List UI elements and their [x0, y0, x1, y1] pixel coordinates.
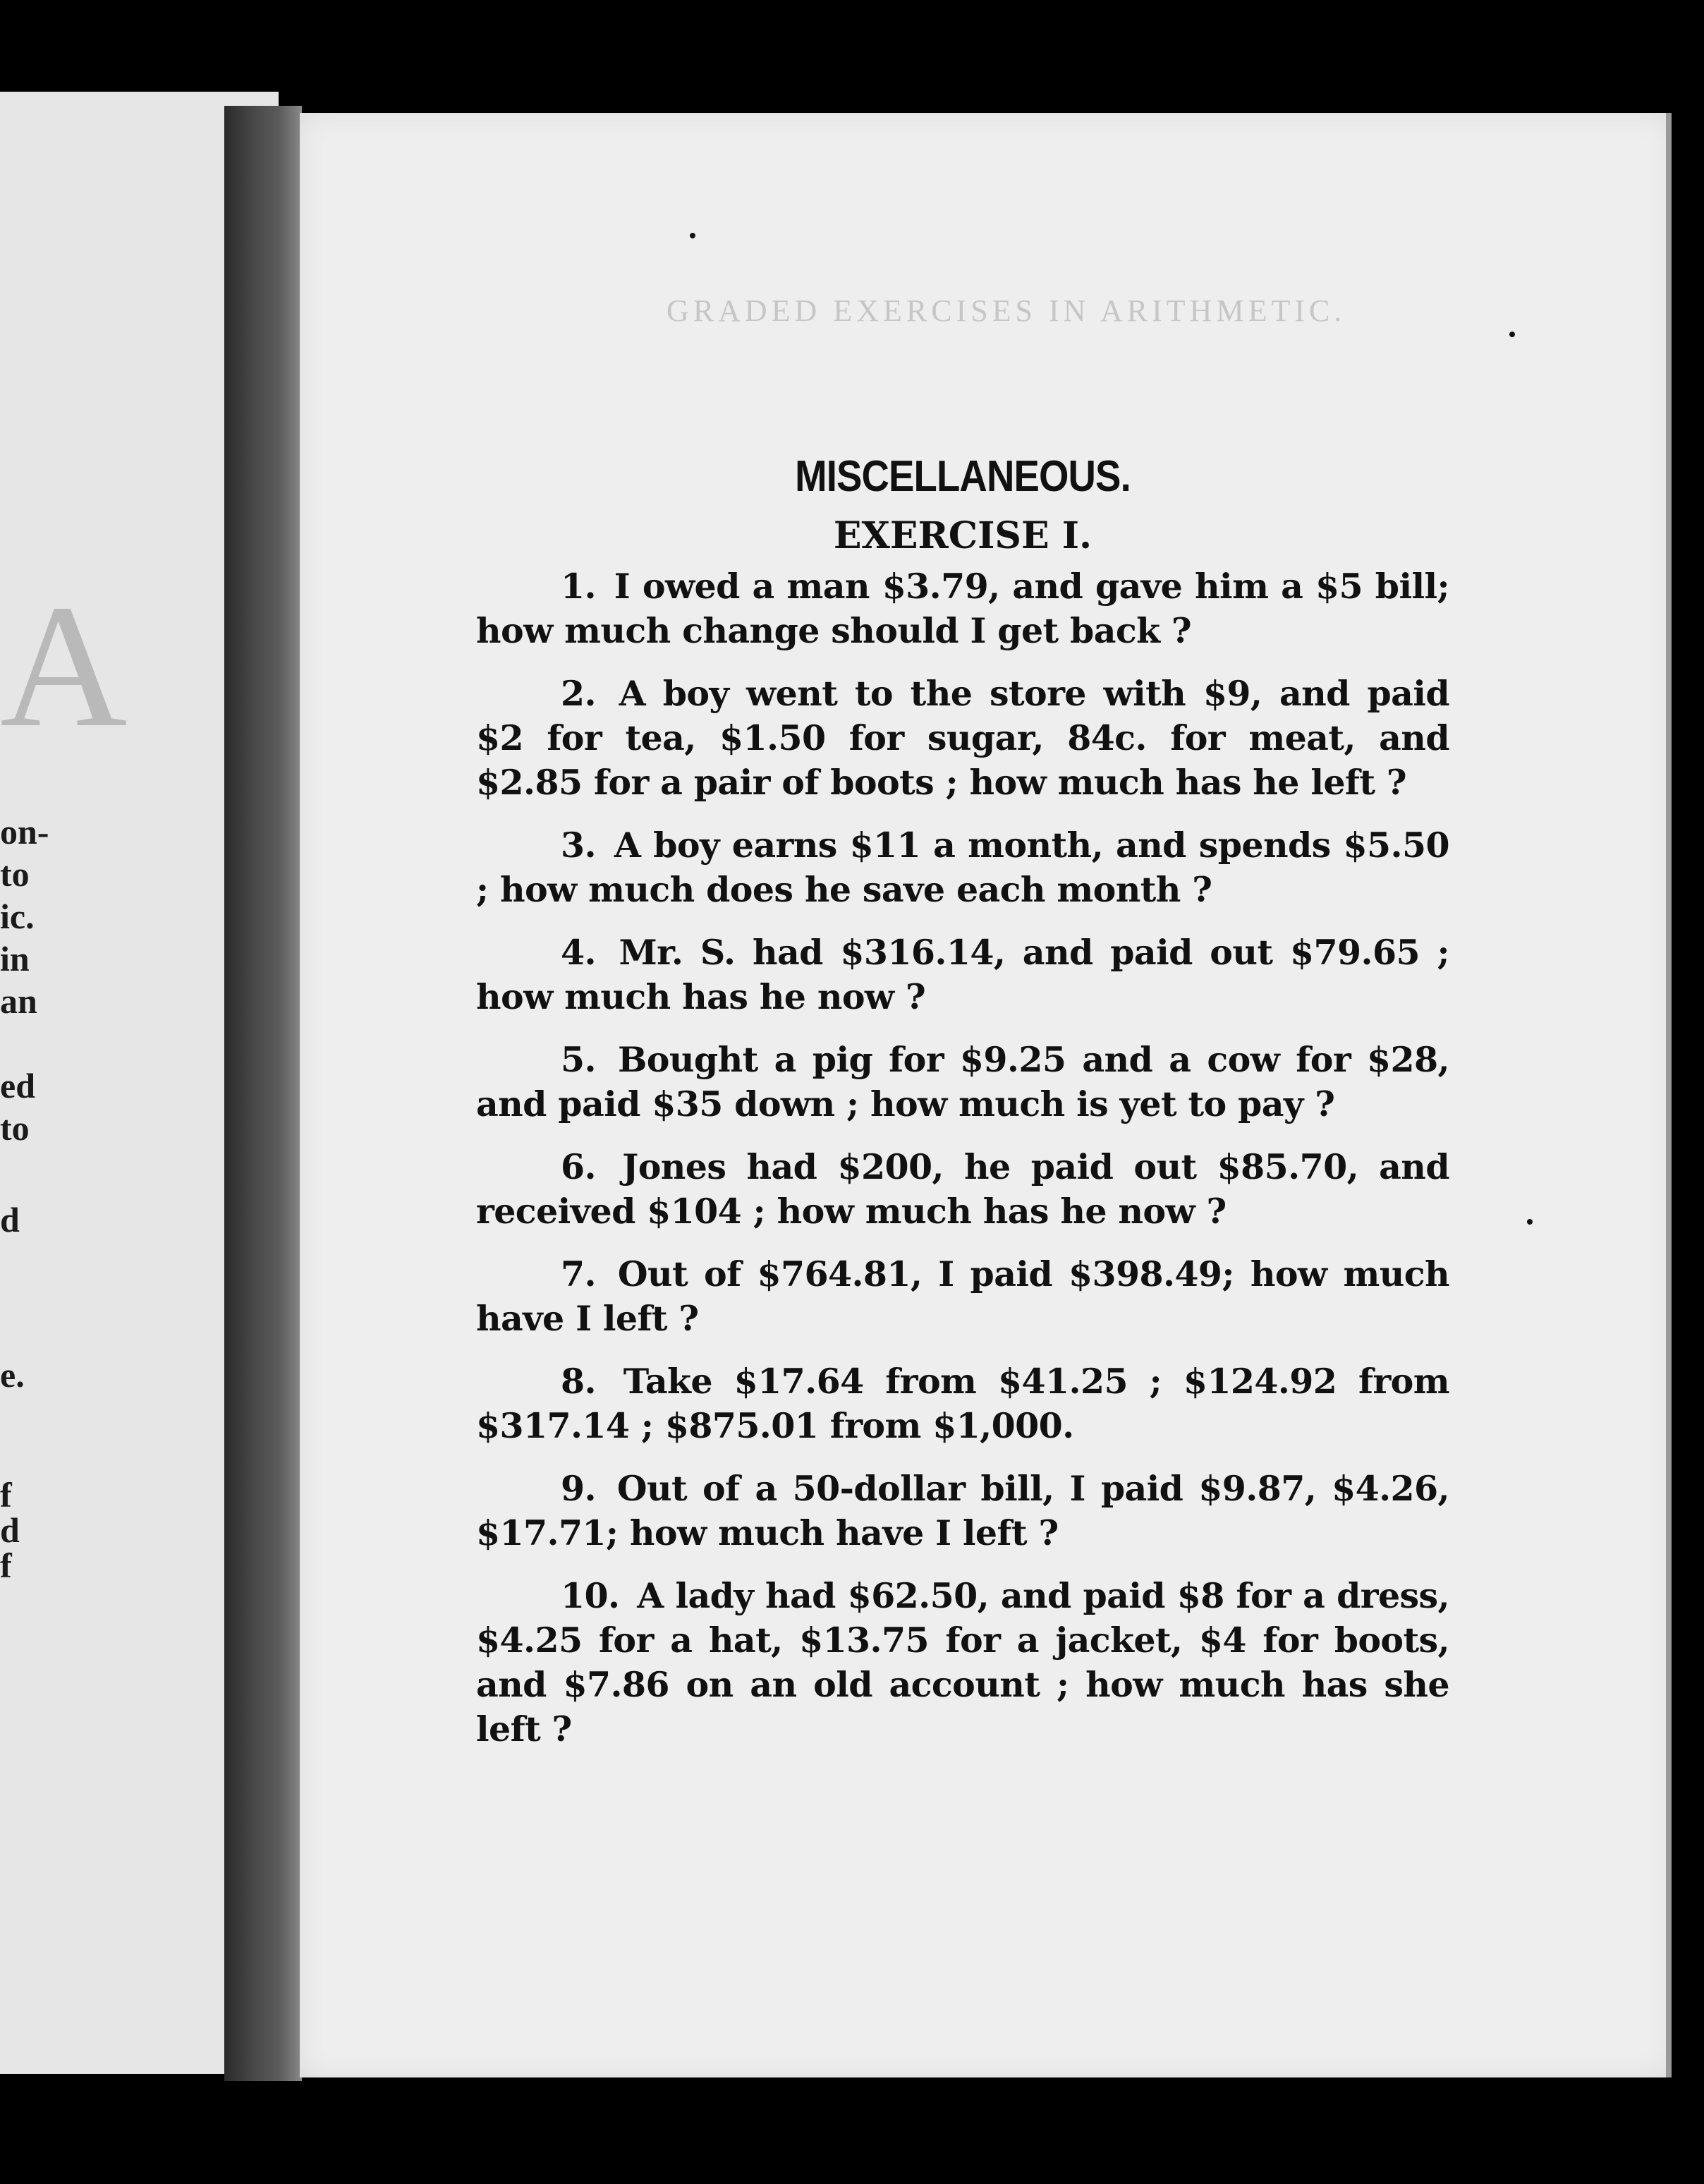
- ink-speck: [1509, 332, 1515, 337]
- problem-number: 5.: [561, 1039, 596, 1080]
- problem-text: A lady had $62.50, and paid $8 for a dress, $4.25 for a hat, $13.75 for a jacket, $4 for boots, and $7.86 on an old account ; how much has she left ?: [476, 1575, 1449, 1749]
- book-page: [300, 113, 1672, 2077]
- problem-10: [476, 1574, 1449, 1752]
- bleed-through-header: GRADED EXERCISES IN ARITHMETIC.: [667, 293, 1346, 328]
- problem-number: 6.: [561, 1146, 596, 1187]
- problem-text: Bought a pig for $9.25 and a cow for $28, and paid $35 down ; how much is yet to pay ?: [476, 1039, 1449, 1124]
- problem-number: 1.: [561, 566, 596, 607]
- left-fragment: to: [0, 1108, 30, 1148]
- left-fragment: d: [0, 1510, 20, 1550]
- left-fragment: ed: [0, 1066, 35, 1105]
- exercise-heading: EXERCISE I.: [833, 514, 1093, 557]
- problem-text: A boy earns $11 a month, and spends $5.50 ; how much does he save each month ?: [476, 825, 1449, 910]
- problem-text: Mr. S. had $316.14, and paid out $79.65 ; how much has he now ?: [476, 932, 1450, 1017]
- problem-number: 9.: [561, 1468, 596, 1509]
- problem-text: Take $17.64 from $41.25 ; $124.92 from $317.14 ; $875.01 from $1,000.: [476, 1361, 1449, 1446]
- problem-number: 2.: [561, 673, 596, 714]
- left-fragment: an: [0, 981, 37, 1021]
- problem-6: [476, 1145, 1449, 1234]
- page-content: [476, 451, 1449, 1770]
- left-fragment: on-: [0, 812, 49, 851]
- left-fragment: d: [0, 1200, 20, 1239]
- book-spine: [224, 106, 302, 2081]
- page-title: MISCELLANEOUS.: [795, 452, 1131, 501]
- problem-number: 3.: [561, 825, 596, 866]
- problem-8: [476, 1359, 1449, 1448]
- problem-1: [476, 564, 1449, 653]
- problem-4: [476, 930, 1449, 1019]
- left-fragment: f: [0, 1475, 12, 1515]
- problem-text: Jones had $200, he paid out $85.70, and received $104 ; how much has he now ?: [476, 1146, 1449, 1232]
- problem-9: [476, 1467, 1449, 1555]
- page-edge: [1666, 113, 1672, 2077]
- left-fragment: ic.: [0, 897, 35, 936]
- problem-text: I owed a man $3.79, and gave him a $5 bill; how much change should I get back ?: [476, 566, 1449, 651]
- problem-text: Out of a 50-dollar bill, I paid $9.87, $4.26, $17.71; how much have I left ?: [476, 1468, 1449, 1553]
- problem-5: [476, 1038, 1449, 1127]
- problem-7: [476, 1252, 1449, 1341]
- ink-speck: [1527, 1219, 1533, 1225]
- problem-number: 8.: [561, 1361, 596, 1402]
- problem-3: [476, 823, 1449, 912]
- left-fragment: to: [0, 854, 30, 894]
- left-fragment: in: [0, 939, 30, 978]
- faded-initial-letter: A: [0, 569, 128, 764]
- problem-text: Out of $764.81, I paid $398.49; how much have I left ?: [476, 1254, 1449, 1339]
- ink-speck: [690, 233, 695, 238]
- problem-number: 10.: [561, 1575, 620, 1616]
- problem-number: 7.: [561, 1254, 596, 1294]
- problem-text: A boy went to the store with $9, and paid $2 for tea, $1.50 for sugar, 84c. for meat, and $2.85 for a pair of boots ; how much has he left ?: [476, 673, 1449, 803]
- left-fragment: f: [0, 1546, 12, 1585]
- problem-2: [476, 672, 1449, 805]
- problem-number: 4.: [561, 932, 596, 973]
- left-fragment: e.: [0, 1355, 25, 1395]
